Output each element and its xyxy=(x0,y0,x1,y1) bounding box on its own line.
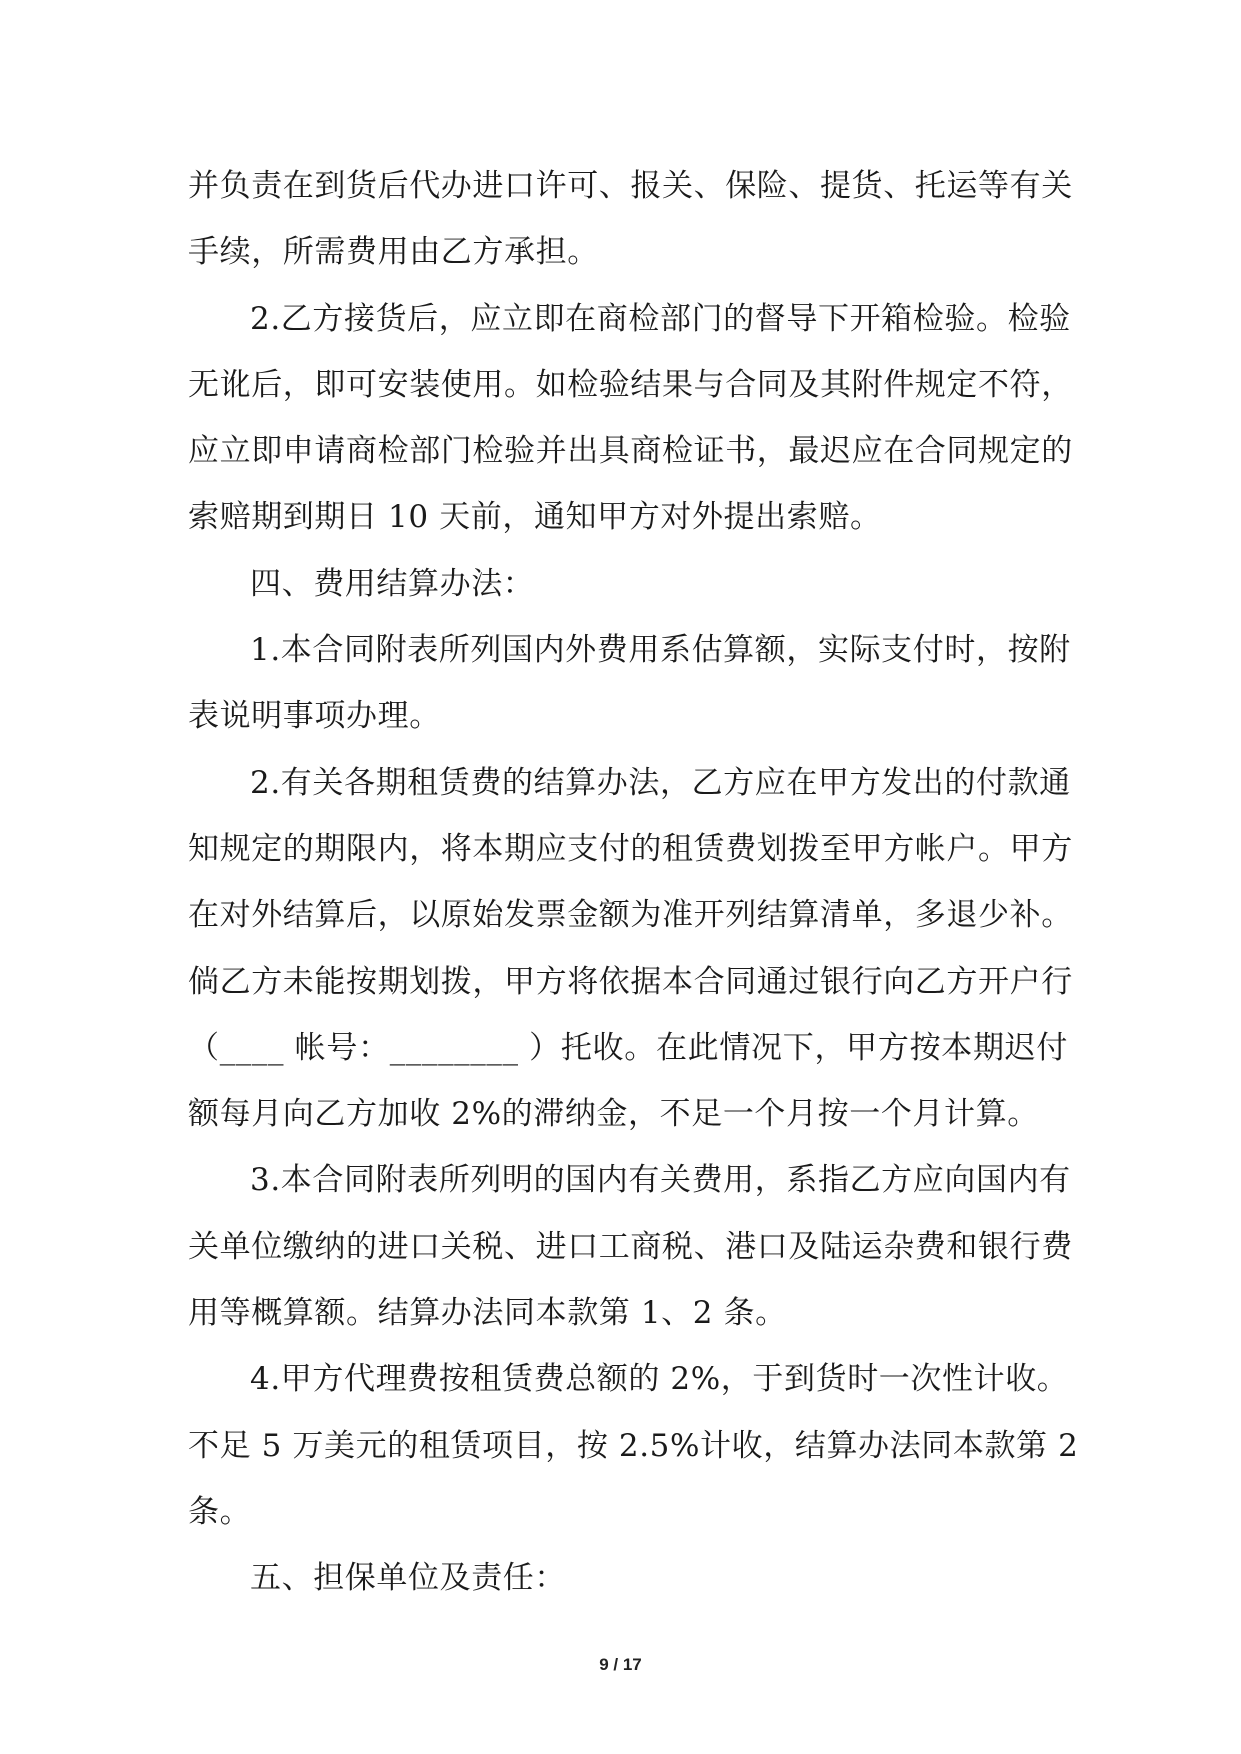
text-line: 五、担保单位及责任： xyxy=(250,1560,566,1597)
text-line: 条。 xyxy=(188,1493,252,1530)
text-line: 4.甲方代理费按租赁费总额的 2%，于到货时一次性计收。 xyxy=(250,1361,1069,1398)
text-line: 3.本合同附表所列明的国内有关费用，系指乙方应向国内有 xyxy=(250,1162,1071,1199)
text-line: 用等概算额。结算办法同本款第 1、2 条。 xyxy=(188,1295,787,1332)
text-line: 索赔期到期日 10 天前，通知甲方对外提出索赔。 xyxy=(188,499,882,536)
text-line: 应立即申请商检部门检验并出具商检证书，最迟应在合同规定的 xyxy=(188,433,1073,470)
text-line: 2.有关各期租赁费的结算办法，乙方应在甲方发出的付款通 xyxy=(250,764,1071,801)
text-line: 知规定的期限内，将本期应支付的租赁费划拨至甲方帐户。甲方 xyxy=(188,830,1073,867)
text-line: 无讹后，即可安装使用。如检验结果与合同及其附件规定不符， xyxy=(188,366,1073,403)
text-line: 2.乙方接货后，应立即在商检部门的督导下开箱检验。检验 xyxy=(250,300,1071,337)
page-number: 9 / 17 xyxy=(599,1655,642,1674)
text-line: 1.本合同附表所列国内外费用系估算额，实际支付时，按附 xyxy=(250,632,1071,669)
text-line: 并负责在到货后代办进口许可、报关、保险、提货、托运等有关 xyxy=(188,168,1073,204)
text-line: 四、费用结算办法： xyxy=(250,565,535,602)
document-body xyxy=(188,153,1079,1612)
text-line: （____ 帐号：________ ）托收。在此情况下，甲方按本期迟付 xyxy=(188,1029,1068,1066)
text-line: 表说明事项办理。 xyxy=(188,698,441,735)
text-line: 倘乙方未能按期划拨，甲方将依据本合同通过银行向乙方开户行 xyxy=(188,963,1073,1000)
text-line: 关单位缴纳的进口关税、进口工商税、港口及陆运杂费和银行费 xyxy=(188,1228,1073,1265)
text-line: 在对外结算后，以原始发票金额为准开列结算清单，多退少补。 xyxy=(188,897,1073,934)
text-line: 额每月向乙方加收 2%的滞纳金，不足一个月按一个月计算。 xyxy=(188,1096,1039,1133)
text-line: 不足 5 万美元的租赁项目，按 2.5%计收，结算办法同本款第 2 xyxy=(188,1427,1079,1464)
text-line: 手续，所需费用由乙方承担。 xyxy=(188,234,599,271)
